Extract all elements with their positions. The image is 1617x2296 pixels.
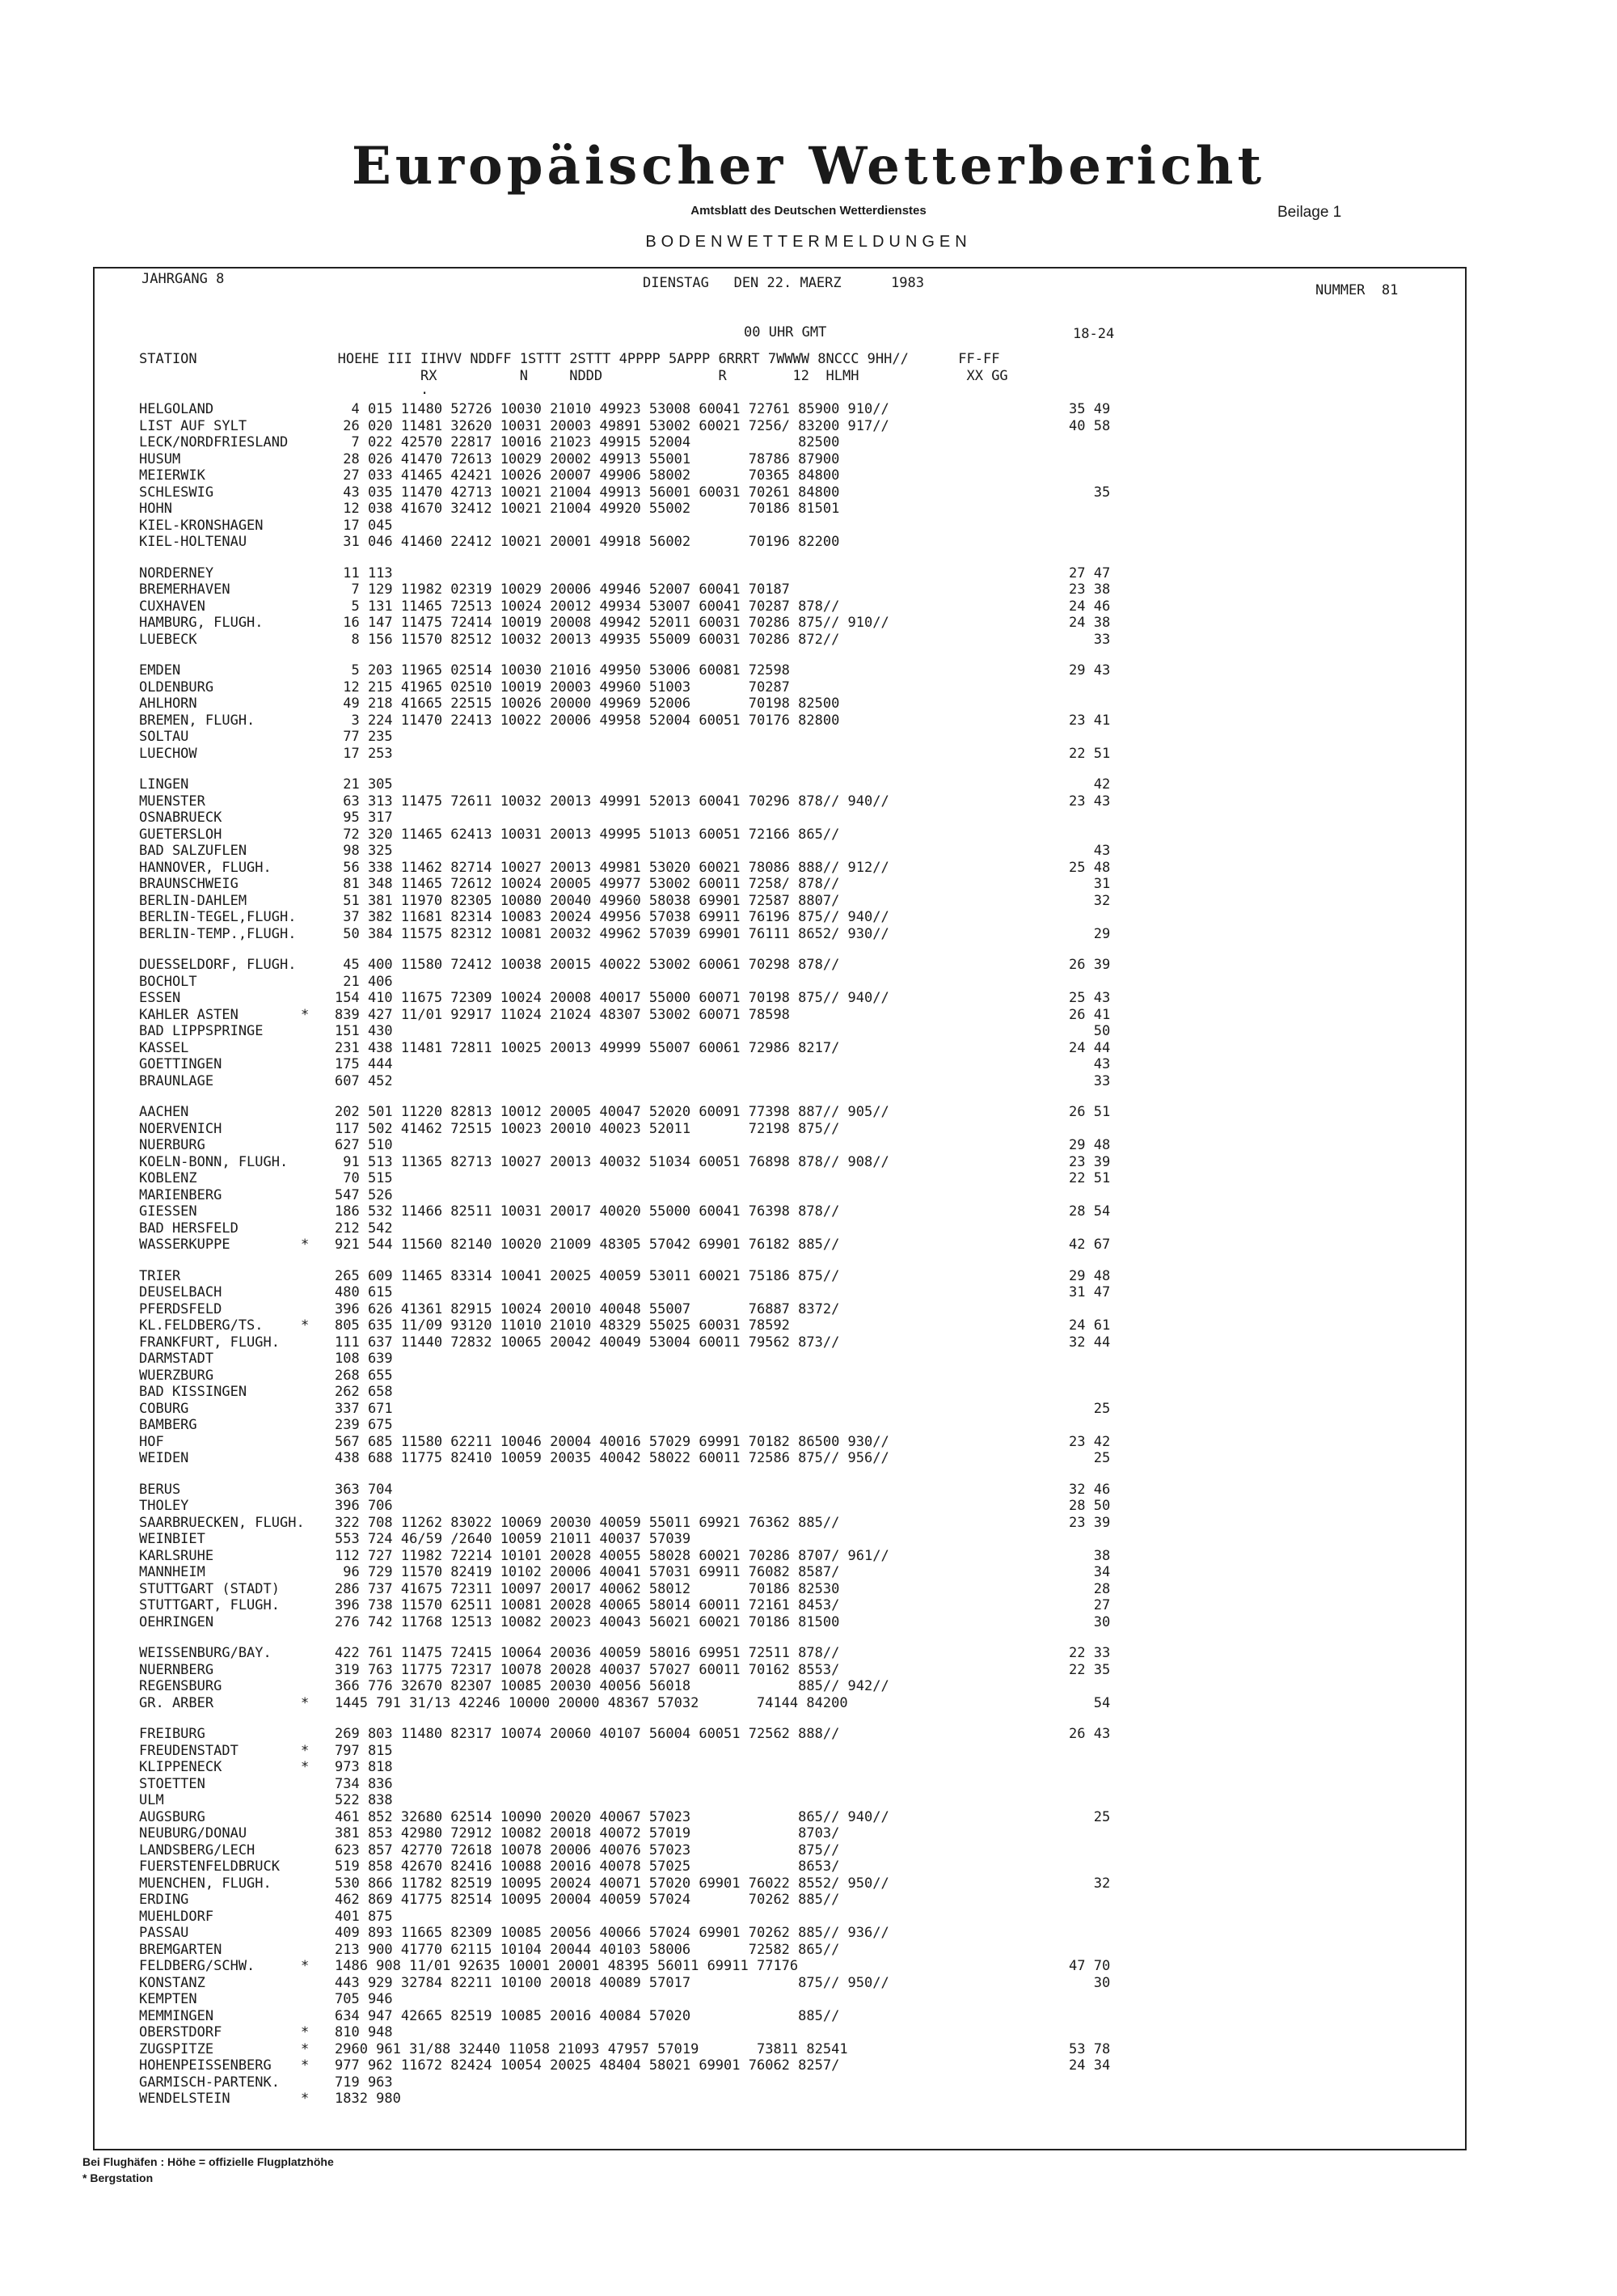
station-name: TRIER [139,1267,181,1284]
station-name: MUENCHEN, FLUGH. [139,1875,272,1892]
page-title: Europäischer Wetterbericht [352,136,1265,197]
gust-values: 40 58 [1069,417,1111,434]
observation-groups: 627 510 [335,1137,393,1153]
observation-groups: 28 026 41470 72613 10029 20002 49913 55001 78786 87900 [335,450,840,467]
observation-groups: 111 637 11440 72832 10065 20042 40049 53004 60011 79562 873// [335,1334,840,1351]
station-name: DARMSTADT [139,1351,214,1367]
gust-values: 23 42 [1069,1433,1111,1450]
gust-values: 32 46 [1069,1481,1111,1498]
gust-values: 25 48 [1069,859,1111,876]
observation-groups: 21 305 [335,776,393,793]
observation-groups: 11 113 [335,564,393,581]
station-name: MEIERWIK [139,467,205,484]
station-name: BERLIN-DAHLEM [139,892,247,909]
station-name: FREIBURG [139,1726,205,1742]
station-name: BERUS [139,1481,181,1498]
observation-groups: 21 406 [335,973,393,990]
gust-values: 32 [1069,892,1111,909]
observation-groups: 810 948 [335,2024,393,2040]
station-name: HAMBURG, FLUGH. [139,615,264,631]
station-name: STUTTGART, FLUGH. [139,1597,280,1613]
observation-groups: 17 045 [335,517,393,534]
observation-groups: 108 639 [335,1351,393,1367]
observation-groups: 396 706 [335,1498,393,1514]
observation-groups: 17 253 [335,745,393,762]
station-name: KLIPPENECK [139,1759,222,1775]
gust-values: 26 41 [1069,1006,1111,1023]
observation-groups: 96 729 11570 82419 10102 20006 40041 57031 69911 76082 8587/ [335,1564,840,1580]
mountain-station-marker: * [301,2040,310,2057]
station-name: FRANKFURT, FLUGH. [139,1334,280,1351]
station-name: BAD KISSINGEN [139,1384,247,1400]
gust-values: 30 [1069,1613,1111,1630]
station-name: FREUDENSTADT [139,1742,239,1759]
station-name: NEUBURG/DONAU [139,1825,247,1841]
observation-groups: 805 635 11/09 93120 11010 21010 48329 55025 60031 78592 [335,1317,790,1334]
station-name: GIESSEN [139,1203,197,1220]
observation-groups: 337 671 [335,1400,393,1417]
jahrgang-label: JAHRGANG 8 [141,271,225,287]
gust-values: 33 [1069,1072,1111,1089]
observation-groups: 5 131 11465 72513 10024 20012 49934 53007 60041 70287 878// [335,598,840,615]
observation-groups: 117 502 41462 72515 10023 20010 40023 52011 72198 875// [335,1120,840,1137]
observation-groups: 705 946 [335,1991,393,2007]
gust-values: 28 50 [1069,1498,1111,1514]
observation-groups: 56 338 11462 82714 10027 20013 49981 53020 60021 78086 888// 912// [335,859,889,876]
station-name: OBERSTDORF [139,2024,222,2040]
nummer-label: NUMMER 81 [1315,282,1399,298]
station-name: MUENSTER [139,793,205,810]
mountain-station-marker: * [301,1742,310,1759]
mountain-station-marker: * [301,1694,310,1711]
observation-groups: 461 852 32680 62514 10090 20020 40067 57023 865// 940// [335,1808,889,1825]
station-name: GUETERSLOH [139,826,222,843]
station-name: GR. ARBER [139,1694,214,1711]
station-name: BREMGARTEN [139,1941,222,1958]
station-name: WUERZBURG [139,1367,214,1384]
column-header-3: . [139,382,429,398]
column-header-1: STATION HOEHE III IIHVV NDDFF 1STTT 2STTT 4PPPP 5APPP 6RRRT 7WWWW 8NCCC 9HH// FF-FF [139,351,1000,367]
station-name: SCHLESWIG [139,484,214,501]
station-name: LUECHOW [139,745,197,762]
gust-values: 22 51 [1069,745,1111,762]
gust-values: 23 43 [1069,793,1111,810]
observation-groups: 31 046 41460 22412 10021 20001 49918 56002 70196 82200 [335,534,840,550]
observation-groups: 553 724 46/59 /2640 10059 21011 40037 57039 [335,1531,691,1547]
station-name: NOERVENICH [139,1120,222,1137]
gust-values: 24 34 [1069,2057,1111,2074]
footer-note-mountain: * Bergstation [82,2171,154,2184]
station-name: LECK/NORDFRIESLAND [139,434,289,450]
gust-values: 23 41 [1069,712,1111,729]
gust-values: 43 [1069,843,1111,859]
gust-values: 25 43 [1069,990,1111,1006]
station-name: BOCHOLT [139,973,197,990]
observation-groups: 26 020 11481 32620 10031 20003 49891 53002 60021 7256/ 83200 917// [335,417,889,434]
station-name: MEMMINGEN [139,2007,214,2024]
station-name: DUESSELDORF, FLUGH. [139,957,297,973]
gust-values: 38 [1069,1547,1111,1564]
station-name: LINGEN [139,776,189,793]
station-name: OEHRINGEN [139,1613,214,1630]
observation-groups: 363 704 [335,1481,393,1498]
observation-groups: 213 900 41770 62115 10104 20044 40103 58006 72582 865// [335,1941,840,1958]
mountain-station-marker: * [301,2057,310,2074]
observation-groups: 268 655 [335,1367,393,1384]
gust-values: 35 49 [1069,401,1111,417]
station-name: LUEBECK [139,631,197,648]
observation-groups: 319 763 11775 72317 10078 20028 40037 57027 60011 70162 8553/ [335,1661,840,1678]
gust-values: 33 [1069,631,1111,648]
station-name: KARLSRUHE [139,1547,214,1564]
gust-values: 53 78 [1069,2040,1111,2057]
gust-values: 25 [1069,1400,1111,1417]
observation-groups: 547 526 [335,1186,393,1203]
observation-groups: 12 215 41965 02510 10019 20003 49960 51003 70287 [335,679,790,696]
station-name: KASSEL [139,1039,189,1056]
observation-groups: 151 430 [335,1023,393,1039]
station-name: ESSEN [139,990,181,1006]
observation-groups: 50 384 11575 82312 10081 20032 49962 57039 69901 76111 8652/ 930// [335,925,889,942]
observation-groups: 70 515 [335,1170,393,1186]
station-name: HUSUM [139,450,181,467]
observation-groups: 5 203 11965 02514 10030 21016 49950 53006 60081 72598 [335,662,790,679]
station-name: OLDENBURG [139,679,214,696]
observation-groups: 443 929 32784 82211 10100 20018 40089 57017 875// 950// [335,1974,889,1991]
observation-groups: 422 761 11475 72415 10064 20036 40059 58016 69951 72511 878// [335,1645,840,1661]
gust-values: 24 44 [1069,1039,1111,1056]
station-name: KAHLER ASTEN [139,1006,239,1023]
observation-groups: 8 156 11570 82512 10032 20013 49935 55009 60031 70286 872// [335,631,840,648]
gust-values: 29 48 [1069,1137,1111,1153]
subtitle: Amtsblatt des Deutschen Wetterdienstes [690,204,927,218]
observation-groups: 396 738 11570 62511 10081 20028 40065 58014 60011 72161 8453/ [335,1597,840,1613]
observation-groups: 51 381 11970 82305 10080 20040 49960 58038 69901 72587 8807/ [335,892,840,909]
station-name: MUEHLDORF [139,1908,214,1925]
observation-groups: 797 815 [335,1742,393,1759]
observation-groups: 98 325 [335,843,393,859]
station-name: EMDEN [139,662,181,679]
station-name: FELDBERG/SCHW. [139,1958,255,1974]
gust-values: 26 43 [1069,1726,1111,1742]
observation-groups: 409 893 11665 82309 10085 20056 40066 57024 69901 70262 885// 936// [335,1925,889,1941]
observation-groups: 12 038 41670 32412 10021 21004 49920 55002 70186 81501 [335,501,840,517]
gust-values: 24 38 [1069,615,1111,631]
observation-groups: 37 382 11681 82314 10083 20024 49956 57038 69911 76196 875// 940// [335,909,889,925]
observation-groups: 27 033 41465 42421 10026 20007 49906 58002 70365 84800 [335,467,840,484]
observation-groups: 977 962 11672 82424 10054 20025 48404 58021 69901 76062 8257/ [335,2057,840,2074]
station-name: KOBLENZ [139,1170,197,1186]
gust-values: 34 [1069,1564,1111,1580]
gust-values: 23 38 [1069,581,1111,598]
station-name: HOF [139,1433,164,1450]
gust-values: 23 39 [1069,1514,1111,1531]
observation-groups: 175 444 [335,1056,393,1072]
mountain-station-marker: * [301,1958,310,1974]
observation-groups: 112 727 11982 72214 10101 20028 40055 58028 60021 70286 8707/ 961// [335,1547,889,1564]
observation-groups: 7 129 11982 02319 10029 20006 49946 52007 60041 70187 [335,581,790,598]
mountain-station-marker: * [301,2091,310,2107]
observation-groups: 1445 791 31/13 42246 10000 20000 48367 57032 74144 84200 [335,1694,848,1711]
observation-groups: 519 858 42670 82416 10088 20016 40078 57025 8653/ [335,1858,840,1875]
gust-values: 29 43 [1069,662,1111,679]
station-name: HELGOLAND [139,401,214,417]
mountain-station-marker: * [301,2024,310,2040]
station-name: PASSAU [139,1925,189,1941]
observation-groups: 95 317 [335,810,393,826]
observation-groups: 480 615 [335,1284,393,1300]
time-label: 00 UHR GMT [744,324,827,340]
station-name: MARIENBERG [139,1186,222,1203]
station-name: BREMERHAVEN [139,581,230,598]
observation-groups: 401 875 [335,1908,393,1925]
observation-groups: 212 542 [335,1220,393,1237]
gust-values: 28 54 [1069,1203,1111,1220]
observation-groups: 81 348 11465 72612 10024 20005 49977 53002 60011 7258/ 878// [335,876,840,892]
gust-values: 32 [1069,1875,1111,1892]
station-name: NUERBURG [139,1137,205,1153]
station-name: KIEL-KRONSHAGEN [139,517,264,534]
mountain-station-marker: * [301,1006,310,1023]
station-name: BAMBERG [139,1417,197,1433]
gust-values: 22 51 [1069,1170,1111,1186]
observation-groups: 265 609 11465 83314 10041 20025 40059 53011 60021 75186 875// [335,1267,840,1284]
gust-values: 30 [1069,1974,1111,1991]
mountain-station-marker: * [301,1317,310,1334]
observation-groups: 381 853 42980 72912 10082 20018 40072 57019 8703/ [335,1825,840,1841]
station-name: KEMPTEN [139,1991,197,2007]
observation-groups: 91 513 11365 82713 10027 20013 40032 51034 60051 76898 878// 908// [335,1153,889,1170]
footer-note-airports: Bei Flughäfen : Höhe = offizielle Flugplatzhöhe [82,2155,334,2168]
mountain-station-marker: * [301,1237,310,1253]
station-name: LANDSBERG/LECH [139,1841,255,1858]
observation-groups: 186 532 11466 82511 10031 20017 40020 55000 60041 76398 878// [335,1203,840,1220]
gust-values: 31 47 [1069,1284,1111,1300]
observation-groups: 72 320 11465 62413 10031 20013 49995 51013 60051 72166 865// [335,826,840,843]
station-name: LIST AUF SYLT [139,417,247,434]
station-name: OSNABRUECK [139,810,222,826]
observation-groups: 262 658 [335,1384,393,1400]
station-name: NORDERNEY [139,564,214,581]
station-name: THOLEY [139,1498,189,1514]
gust-values: 22 35 [1069,1661,1111,1678]
gust-values: 54 [1069,1694,1111,1711]
gust-values: 25 [1069,1450,1111,1466]
station-name: SOLTAU [139,729,189,745]
observation-groups: 276 742 11768 12513 10082 20023 40043 56021 60021 70186 81500 [335,1613,840,1630]
observation-groups: 567 685 11580 62211 10046 20004 40016 57029 69991 70182 86500 930// [335,1433,889,1450]
gust-values: 29 [1069,925,1111,942]
station-name: STOETTEN [139,1775,205,1792]
gust-values: 24 61 [1069,1317,1111,1334]
observation-groups: 269 803 11480 82317 10074 20060 40107 56004 60051 72562 888// [335,1726,840,1742]
station-name: FUERSTENFELDBRUCK [139,1858,280,1875]
station-name: ERDING [139,1892,189,1908]
station-name: GARMISCH-PARTENK. [139,2074,280,2091]
station-name: NUERNBERG [139,1661,214,1678]
observation-groups: 462 869 41775 82514 10095 20004 40059 57024 70262 885// [335,1892,840,1908]
station-name: WEINBIET [139,1531,205,1547]
gust-values: 27 [1069,1597,1111,1613]
observation-groups: 45 400 11580 72412 10038 20015 40022 53002 60061 70298 878// [335,957,840,973]
station-name: WENDELSTEIN [139,2091,230,2107]
station-name: WEISSENBURG/BAY. [139,1645,272,1661]
observation-groups: 322 708 11262 83022 10069 20030 40059 55011 69921 76362 885// [335,1514,840,1531]
observation-groups: 2960 961 31/88 32440 11058 21093 47957 57019 73811 82541 [335,2040,848,2057]
gust-values: 31 [1069,876,1111,892]
observation-groups: 202 501 11220 82813 10012 20005 40047 52020 60091 77398 887// 905// [335,1104,889,1120]
station-name: HOHENPEISSENBERG [139,2057,272,2074]
station-name: KONSTANZ [139,1974,205,1991]
observation-groups: 530 866 11782 82519 10095 20024 40071 57020 69901 76022 8552/ 950// [335,1875,889,1892]
observation-groups: 1832 980 [335,2091,401,2107]
gust-values: 27 47 [1069,564,1111,581]
station-name: STUTTGART (STADT) [139,1580,280,1597]
station-name: GOETTINGEN [139,1056,222,1072]
observation-groups: 49 218 41665 22515 10026 20000 49969 52006 70198 82500 [335,696,840,712]
observation-groups: 921 544 11560 82140 10020 21009 48305 57042 69901 76182 885// [335,1237,840,1253]
observation-groups: 734 836 [335,1775,393,1792]
station-name: BRAUNSCHWEIG [139,876,239,892]
gust-values: 23 39 [1069,1153,1111,1170]
date-label: DIENSTAG DEN 22. MAERZ 1983 [643,275,924,291]
station-name: AACHEN [139,1104,189,1120]
gust-values: 42 67 [1069,1237,1111,1253]
station-name: BAD SALZUFLEN [139,843,247,859]
station-name: AUGSBURG [139,1808,205,1825]
station-name: HOHN [139,501,172,517]
gust-values: 26 51 [1069,1104,1111,1120]
gust-values: 25 [1069,1808,1111,1825]
observation-groups: 623 857 42770 72618 10078 20006 40076 57023 875// [335,1841,840,1858]
observation-groups: 366 776 32670 82307 10085 20030 40056 56018 885// 942// [335,1678,889,1694]
observation-groups: 522 838 [335,1792,393,1808]
observation-groups: 396 626 41361 82915 10024 20010 40048 55007 76887 8372/ [335,1300,840,1317]
station-name: WASSERKUPPE [139,1237,230,1253]
gust-values: 32 44 [1069,1334,1111,1351]
observation-groups: 1486 908 11/01 92635 10001 20001 48395 56011 69911 77176 [335,1958,799,1974]
station-name: AHLHORN [139,696,197,712]
observation-groups: 7 022 42570 22817 10016 21023 49915 52004 82500 [335,434,840,450]
observation-groups: 438 688 11775 82410 10059 20035 40042 58022 60011 72586 875// 956// [335,1450,889,1466]
station-name: KIEL-HOLTENAU [139,534,247,550]
observation-groups: 63 313 11475 72611 10032 20013 49991 52013 60041 70296 878// 940// [335,793,889,810]
observation-groups: 286 737 41675 72311 10097 20017 40062 58012 70186 82530 [335,1580,840,1597]
gust-values: 35 [1069,484,1111,501]
gust-values: 28 [1069,1580,1111,1597]
mountain-station-marker: * [301,1759,310,1775]
observation-groups: 239 675 [335,1417,393,1433]
station-name: DEUSELBACH [139,1284,222,1300]
observation-groups: 77 235 [335,729,393,745]
station-name: SAARBRUECKEN, FLUGH. [139,1514,305,1531]
station-name: BREMEN, FLUGH. [139,712,255,729]
station-name: BRAUNLAGE [139,1072,214,1089]
station-name: COBURG [139,1400,189,1417]
section-title: BODENWETTERMELDUNGEN [645,233,972,251]
station-name: MANNHEIM [139,1564,205,1580]
station-name: KL.FELDBERG/TS. [139,1317,264,1334]
station-name: WEIDEN [139,1450,189,1466]
observation-groups: 719 963 [335,2074,393,2091]
station-name: BAD LIPPSPRINGE [139,1023,264,1039]
station-name: ZUGSPITZE [139,2040,214,2057]
observation-groups: 16 147 11475 72414 10019 20008 49942 52011 60031 70286 875// 910// [335,615,889,631]
gust-values: 24 46 [1069,598,1111,615]
station-name: BERLIN-TEGEL,FLUGH. [139,909,297,925]
gust-values: 22 33 [1069,1645,1111,1661]
ff-period-label: 18-24 [1073,326,1115,342]
observation-groups: 973 818 [335,1759,393,1775]
station-name: HANNOVER, FLUGH. [139,859,272,876]
gust-values: 47 70 [1069,1958,1111,1974]
gust-values: 42 [1069,776,1111,793]
column-header-2: RX N NDDD R 12 HLMH XX GG [139,368,1008,384]
gust-values: 50 [1069,1023,1111,1039]
station-name: ULM [139,1792,164,1808]
gust-values: 26 39 [1069,957,1111,973]
observation-groups: 4 015 11480 52726 10030 21010 49923 53008 60041 72761 85900 910// [335,401,889,417]
gust-values: 43 [1069,1056,1111,1072]
observation-groups: 43 035 11470 42713 10021 21004 49913 56001 60031 70261 84800 [335,484,840,501]
station-name: BERLIN-TEMP.,FLUGH. [139,925,297,942]
station-name: PFERDSFELD [139,1300,222,1317]
observation-groups: 3 224 11470 22413 10022 20006 49958 52004 60051 70176 82800 [335,712,840,729]
station-name: REGENSBURG [139,1678,222,1694]
observation-groups: 839 427 11/01 92917 11024 21024 48307 53002 60071 78598 [335,1006,790,1023]
observation-groups: 154 410 11675 72309 10024 20008 40017 55000 60071 70198 875// 940// [335,990,889,1006]
observation-groups: 607 452 [335,1072,393,1089]
station-name: KOELN-BONN, FLUGH. [139,1153,289,1170]
beilage-label: Beilage 1 [1277,204,1342,221]
gust-values: 29 48 [1069,1267,1111,1284]
station-name: BAD HERSFELD [139,1220,239,1237]
observation-groups: 634 947 42665 82519 10085 20016 40084 57020 885// [335,2007,840,2024]
station-name: CUXHAVEN [139,598,205,615]
observation-groups: 231 438 11481 72811 10025 20013 49999 55007 60061 72986 8217/ [335,1039,840,1056]
